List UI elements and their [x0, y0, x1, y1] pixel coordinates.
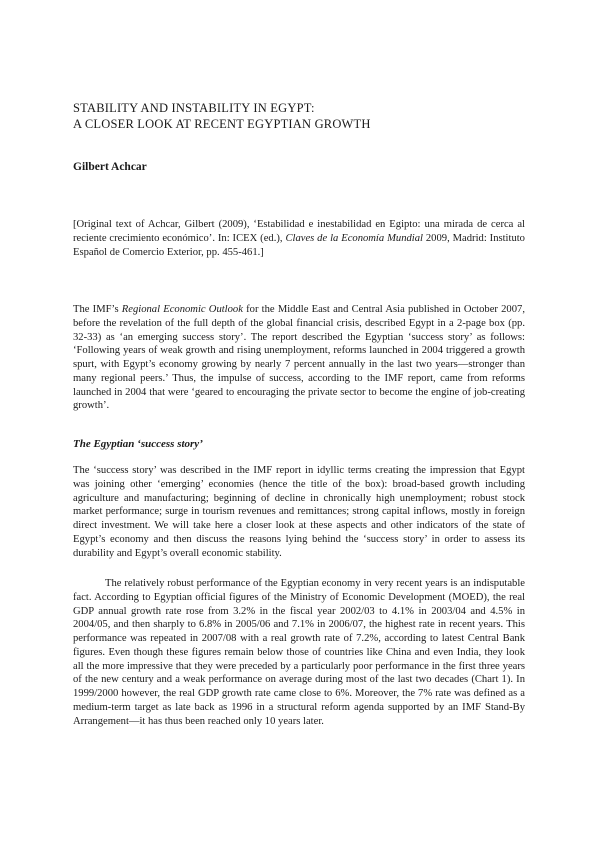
article-title	[73, 101, 533, 132]
body-paragraph-success-story: The ‘success story’ was described in the IMF report in idyllic terms creating the impression that Egypt was joining other ‘emerging’ economies (hence the title of the box): broad-based growth including agriculture and manufacturing; beginning of decline in chronically high unemployment; robust stock market performance; surge in tourism revenues and remittances; strong capital inflows, mostly in foreign direct investment. We will take here a closer look at these aspects and other indicators of the state of Egypt’s economy and then discuss the reasons lying behind the ‘success story’ in order to assess its durability and Egypt’s overall economic stability.	[73, 465, 525, 559]
author-name: Gilbert Achcar	[73, 161, 147, 173]
citation-text-end: 2009, Madrid: Instituto Español de Comercio Exterior, pp. 455-461.]	[73, 233, 525, 258]
body-paragraph-intro	[73, 303, 525, 413]
title-line-2: A CLOSER LOOK AT RECENT EGYPTIAN GROWTH	[73, 116, 371, 131]
title-line-1: STABILITY AND INSTABILITY IN EGYPT:	[73, 101, 315, 115]
citation-book-title: Claves de la Economía Mundial	[285, 233, 423, 244]
body-paragraph-growth-figures: The relatively robust performance of the Egyptian economy in very recent years is an indisputable fact. According to Egyptian official figures of the Ministry of Economic Development (MOED), the real GDP annual growth rate rose from 3.2% in the fiscal year 2002/03 to 4.1% in 2003/04 and 4.5% in 2004/05, and then sharply to 6.8% in 2005/06 and 7.1% in 2006/07, the highest rate in recent years. This performance was repeated in 2007/08 with a real growth rate of 7.2%, according to latest Central Bank figures. Even though these figures remain below those of countries like China and even India, they look all the more impressive that they were preceded by a particularly poor performance in the first three years of the new century and a weak performance on average during most of the last two decades (Chart 1). In 1999/2000 however, the real GDP growth rate came close to 6%. Moreover, the 7% rate was defined as a medium-term target as late back as 1996 in a structural reform agenda supported by an IMF Stand-By Arrangement—it has thus been reached only 10 years later.	[73, 578, 525, 727]
section-heading: The Egyptian ‘success story’	[73, 438, 203, 450]
report-title: Regional Economic Outlook	[121, 304, 243, 315]
paragraph-text-start: The IMF’s	[73, 304, 122, 315]
citation-text-start: [Original text of Achcar, Gilbert (2009), ‘Estabilidad e inestabilidad en Egipto: una mirada de cerca al reciente crecimiento económico’. In: ICEX (ed.),	[73, 219, 525, 244]
paragraph-text-end: for the Middle East and Central Asia published in October 2007, before the revelation of the full depth of the global financial crisis, described Egypt in a 2-page box (pp. 32-33) as ‘an emerging success story’. The report described the Egyptian ‘success story’ as follows: ‘Following years of weak growth and rising unemployment, reforms launched in 2004 triggered a growth spurt, with Egypt’s economy growing by nearly 7 percent annually in the last two years—stronger than many regional peers.’ Thus, the impulse of success, according to the IMF report, came from reforms launched in 2004 that were ‘geared to encouraging the private sector to become the engine of job-creating growth’.	[73, 304, 525, 412]
original-source-citation	[73, 218, 525, 260]
